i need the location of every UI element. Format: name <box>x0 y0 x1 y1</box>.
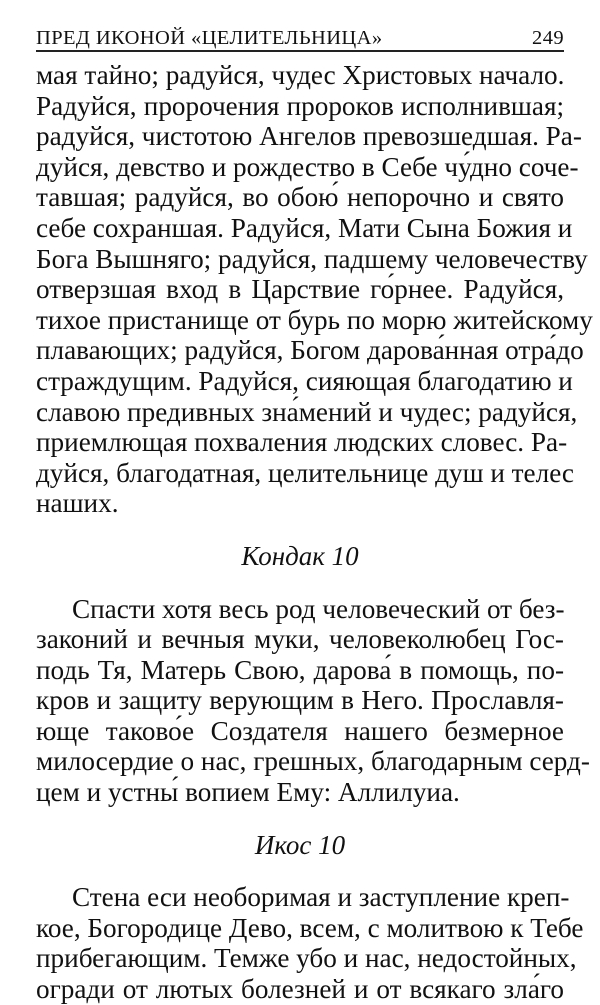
text-line: славою предивных зна́мений и чудес; радуйся, <box>36 396 578 427</box>
text-line: подь Тя, Матерь Свою, дарова́ в помощь, по- <box>36 654 564 685</box>
ikos-heading: Икос 10 <box>254 829 346 860</box>
text-line: тихое пристанище от бурь по морю житейскому <box>36 304 593 335</box>
text-line: наших. <box>36 488 119 519</box>
page-body <box>36 60 593 1005</box>
text-line: огради от лютых болезней и от всякаго зла́го <box>36 974 564 1005</box>
text-line: себе сохраншая. Радуйся, Мати Сына Божия и <box>36 212 573 243</box>
text-line: юще таково́е Создателя нашего безмерное <box>36 715 564 746</box>
page-number: 249 <box>532 27 564 49</box>
text-line: страждущим. Радуйся, сияющая благодатию и <box>36 365 573 396</box>
text-line: законий и вечныя муки, человеколюбец Гос- <box>36 624 564 655</box>
text-line: приемлющая похваления людских словес. Ра- <box>36 427 568 458</box>
text-line: милосердие о нас, грешных, благодарным серд- <box>36 746 590 777</box>
text-line: мая тайно; радуйся, чудес Христовых начало. <box>36 60 565 90</box>
kondak-paragraph <box>36 593 590 808</box>
running-head <box>36 24 564 52</box>
kondak-heading: Кондак 10 <box>241 540 359 571</box>
ikos-continuation-paragraph <box>36 60 593 519</box>
text-line: Стена еси необоримая и заступление креп- <box>72 882 570 913</box>
text-line: цем и устны́ вопием Ему: Аллилуиа. <box>36 777 460 808</box>
text-line: кров и защиту верующим в Него. Прославля- <box>36 685 564 716</box>
text-line: Бога Вышняго; радуйся, падшему человечеству <box>36 243 588 274</box>
text-line: отверзшая вход в Царствие го́рнее. Радуйся, <box>36 274 564 305</box>
text-line: плавающих; радуйся, Богом дарова́нная отра́до <box>36 335 584 366</box>
running-head-title: ПРЕД ИКОНОЙ «ЦЕЛИТЕЛЬНИЦА» <box>36 27 383 49</box>
text-line: дуйся, девство и рождество в Себе чу́дно соче- <box>36 151 579 182</box>
text-line: прибегающим. Темже убо и нас, недостойных, <box>36 943 577 974</box>
text-line: Радуйся, пророчения пророков исполнившая; <box>36 90 564 121</box>
text-line: дуйся, благодатная, целительнице душ и телес <box>36 457 575 488</box>
text-line: радуйся, чистотою Ангелов превозшедшая. Ра- <box>36 121 582 152</box>
text-line: тавшая; радуйся, во обою́ непорочно и свято <box>36 182 564 213</box>
ikos-paragraph <box>36 882 584 1005</box>
text-line: Спасти хотя весь род человеческий от без- <box>72 593 565 624</box>
text-line: кое, Богородице Дево, всем, с молитвою к Тебе <box>36 912 584 943</box>
